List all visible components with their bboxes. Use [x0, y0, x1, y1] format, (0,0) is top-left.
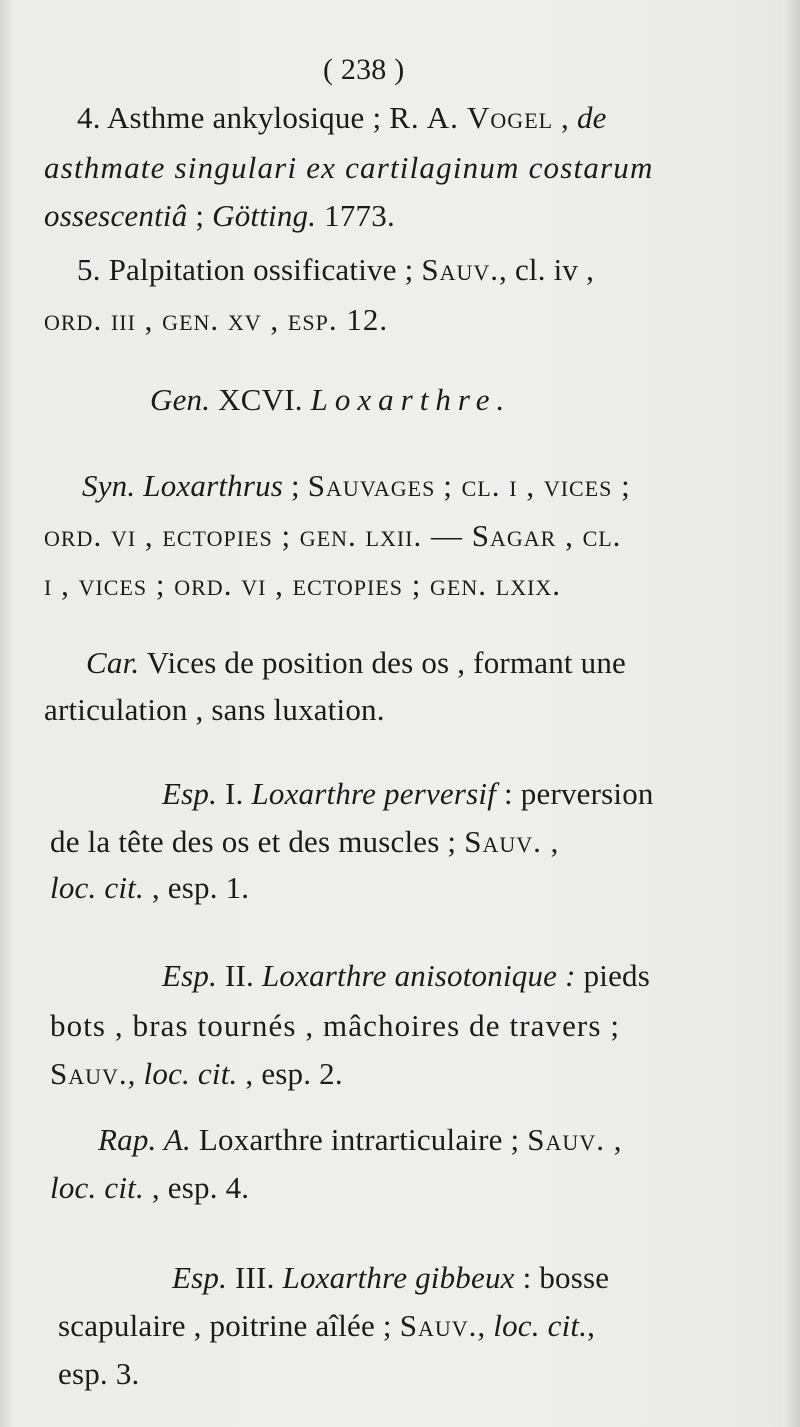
esp-2-line-1: Esp. II. Loxarthre anisotonique : pieds — [162, 958, 650, 993]
esp-2-line-3: Sauv., loc. cit. , esp. 2. — [50, 1056, 343, 1091]
syn-line-2: ord. vi , ectopies ; gen. lxii. — Sagar , cl. — [44, 518, 622, 553]
esp-2-line-2: bots , bras tournés , mâchoires de travers ; — [50, 1008, 621, 1043]
syn-line-1: Syn. Loxarthrus ; Sauvages ; cl. i , vices ; — [82, 468, 631, 503]
entry-5-line-2: ord. iii , gen. xv , esp. 12. — [44, 302, 389, 337]
syn-line-3: i , vices ; ord. vi , ectopies ; gen. lxix. — [44, 567, 562, 602]
page-edge — [782, 0, 800, 1427]
entry-4-line-3: ossescentiâ ; Götting. 1773. — [44, 198, 395, 233]
car-line-1: Car. Vices de position des os , formant une — [86, 645, 627, 680]
entry-5-line-1: 5. Palpitation ossificative ; Sauv., cl. iv , — [77, 252, 595, 287]
esp-3-line-2: scapulaire , poitrine aîlée ; Sauv., loc. cit., — [58, 1308, 596, 1343]
esp-3-line-1: Esp. III. Loxarthre gibbeux : bosse — [172, 1260, 610, 1295]
esp-1-line-3: loc. cit. , esp. 1. — [50, 870, 250, 905]
esp-1-line-1: Esp. I. Loxarthre perversif : perversion — [162, 776, 654, 811]
rap-a-line-2: loc. cit. , esp. 4. — [50, 1170, 250, 1205]
genus-heading: Gen. XCVI. Loxarthre. — [150, 382, 512, 417]
car-line-2: articulation , sans luxation. — [44, 692, 385, 727]
entry-4-line-1: 4. Asthme ankylosique ; R. A. Vogel , de — [77, 100, 607, 135]
entry-4-line-2: asthmate singulari ex cartilaginum costarum — [44, 150, 654, 185]
page-number: ( 238 ) — [323, 53, 405, 86]
esp-3-line-3: esp. 3. — [58, 1356, 140, 1391]
rap-a-line-1: Rap. A. Loxarthre intrarticulaire ; Sauv. , — [98, 1122, 623, 1157]
esp-1-line-2: de la tête des os et des muscles ; Sauv. , — [50, 824, 560, 859]
